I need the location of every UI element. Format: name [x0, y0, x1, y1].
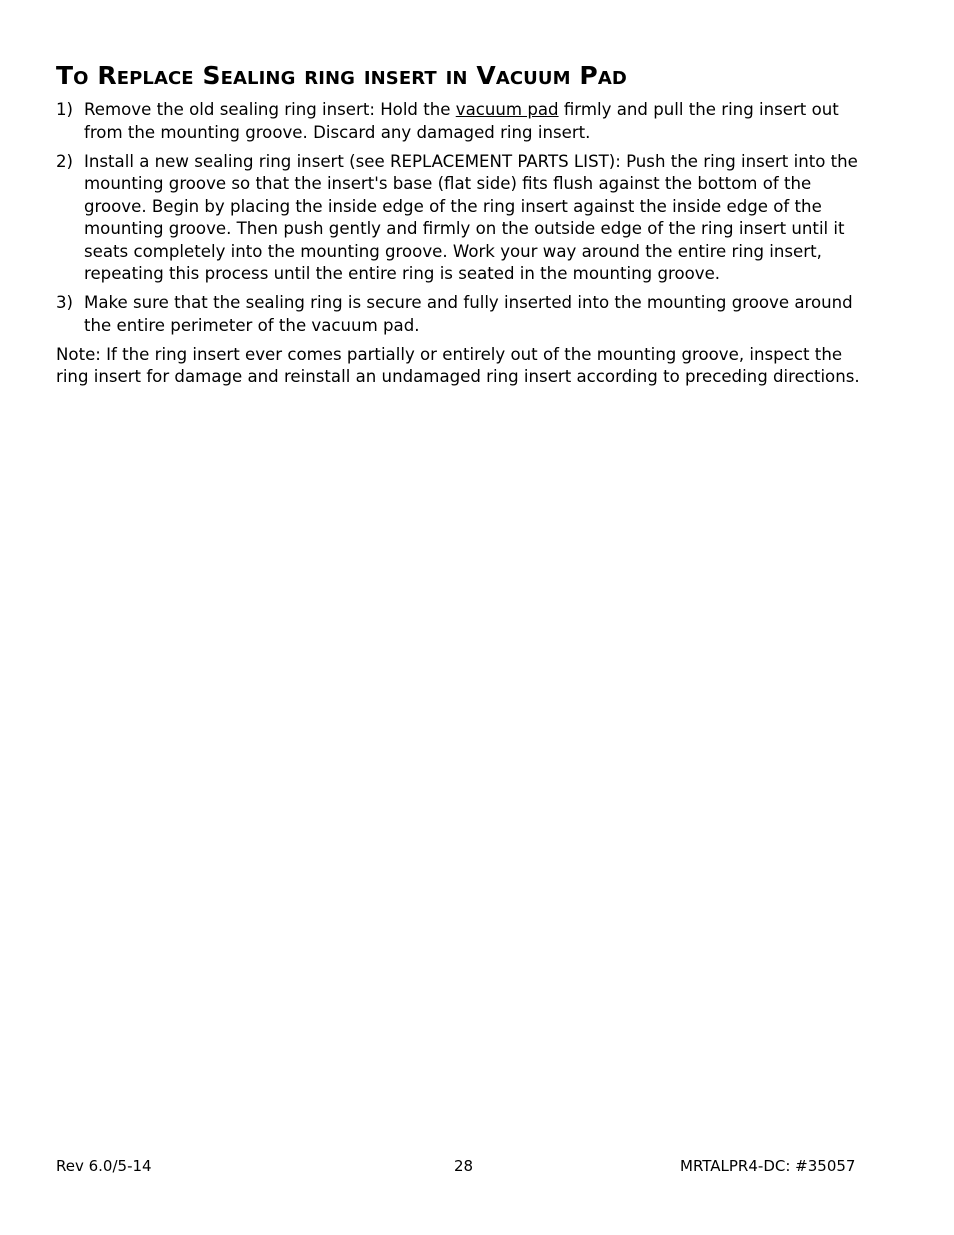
instruction-step-2 [56, 151, 866, 286]
instruction-step-3 [56, 292, 866, 337]
footer-document-id: MRTALPR4-DC: #35057 [680, 1157, 856, 1175]
step-number: 1) [56, 100, 74, 119]
step-text: Make sure that the sealing ring is secure and fully inserted into the mounting groove around the entire perimeter of the vacuum pad. [84, 293, 853, 335]
footer-revision: Rev 6.0/5-14 [56, 1157, 152, 1175]
step-text: Install a new sealing ring insert (see REPLACEMENT PARTS LIST): Push the ring insert into the mounting groove so that the insert's base (flat side) fits flush against the bottom of the groove. Begin by placing the inside edge of the ring insert against the inside edge of the mounting groove. Then push gently and firmly on the outside edge of the ring insert until it seats completely into the mounting groove. Work your way around the entire ring insert, repeating this process until the entire ring is seated in the mounting groove. [84, 151, 858, 283]
instruction-step-1 [56, 99, 866, 144]
step-text-after-link: firmly and pull the ring insert out from the mounting groove. Discard any damaged ring insert. [84, 100, 839, 142]
step-text [84, 99, 866, 144]
note-paragraph: Note: If the ring insert ever comes partially or entirely out of the mounting groove, inspect the ring insert for damage and reinstall an undamaged ring insert according to preceding directions. [56, 344, 860, 386]
step-number: 3) [56, 293, 74, 312]
instructions-list [56, 99, 866, 389]
step-number: 2) [56, 151, 74, 171]
page-title: To Replace Sealing ring insert in Vacuum Pad [56, 61, 627, 90]
footer-page-number: 28 [454, 1157, 474, 1175]
vacuum-pad-link[interactable]: vacuum pad [455, 100, 559, 119]
step-text-before-link: Remove the old sealing ring insert: Hold the [84, 100, 456, 119]
